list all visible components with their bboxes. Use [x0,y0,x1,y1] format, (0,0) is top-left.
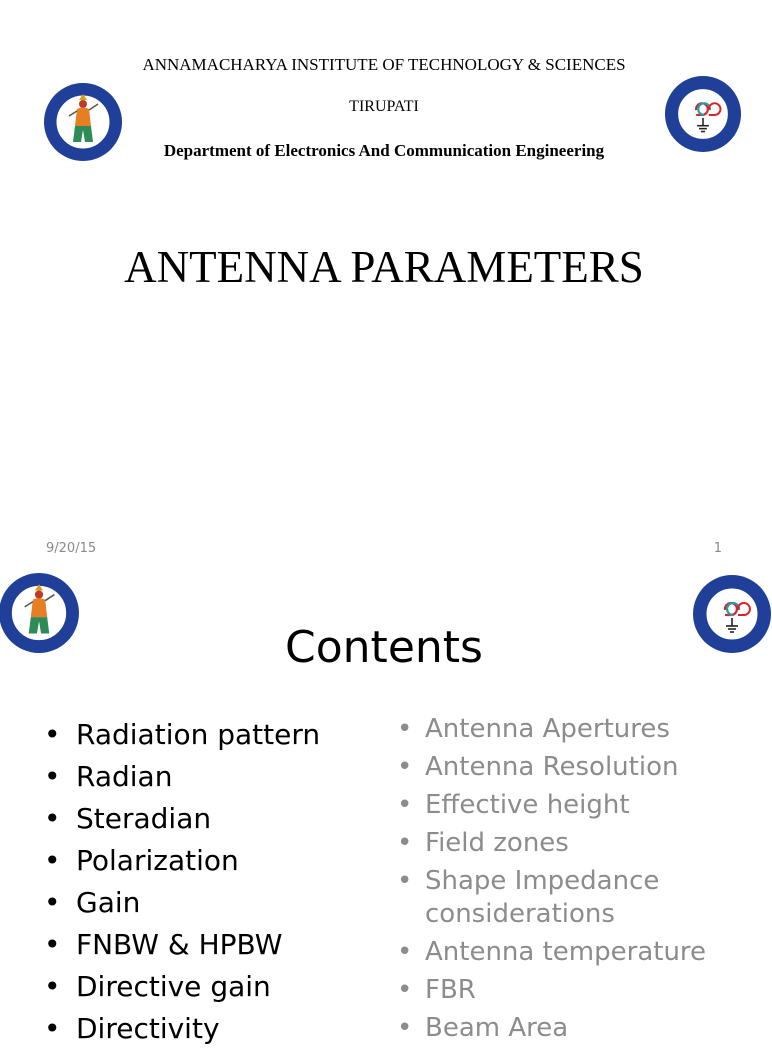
institute-name: ANNAMACHARYA INSTITUTE OF TECHNOLOGY & SCIENCES [142,55,626,74]
list-item: • Shape Impedance considerations [397,866,660,929]
slide-title: ANTENNA PARAMETERS [124,242,644,292]
department-name: Department of Electronics And Communication Engineering [163,141,605,160]
list-item: • Polarization [44,844,239,877]
list-item: • Effective height [397,790,630,820]
list-item: • Field zones [397,828,569,858]
contents-heading: Contents [285,622,483,673]
contents-list-right [397,713,757,1050]
list-item: • Directivity [44,1012,220,1045]
list-item: • Antenna temperature [397,937,707,967]
contents-list-left [44,714,320,1050]
list-item: • Antenna Resolution [397,752,679,782]
list-item: • Antenna Apertures [397,714,670,744]
list-item: • FNBW & HPBW [44,928,283,961]
list-item: • Radian [44,760,173,793]
slide-date: 9/20/15 [46,541,97,556]
list-item: • Beam Area [397,1013,569,1043]
contents-slide [0,566,768,1045]
list-item: • Radiation pattern [44,718,321,751]
slide-number: 1 [713,541,722,556]
list-item: • Directive gain [44,970,271,1003]
list-item: • FBR [397,975,476,1005]
list-item: • Steradian [44,802,212,835]
institute-city: TIRUPATI [349,98,419,115]
list-item: • Gain [44,886,141,919]
